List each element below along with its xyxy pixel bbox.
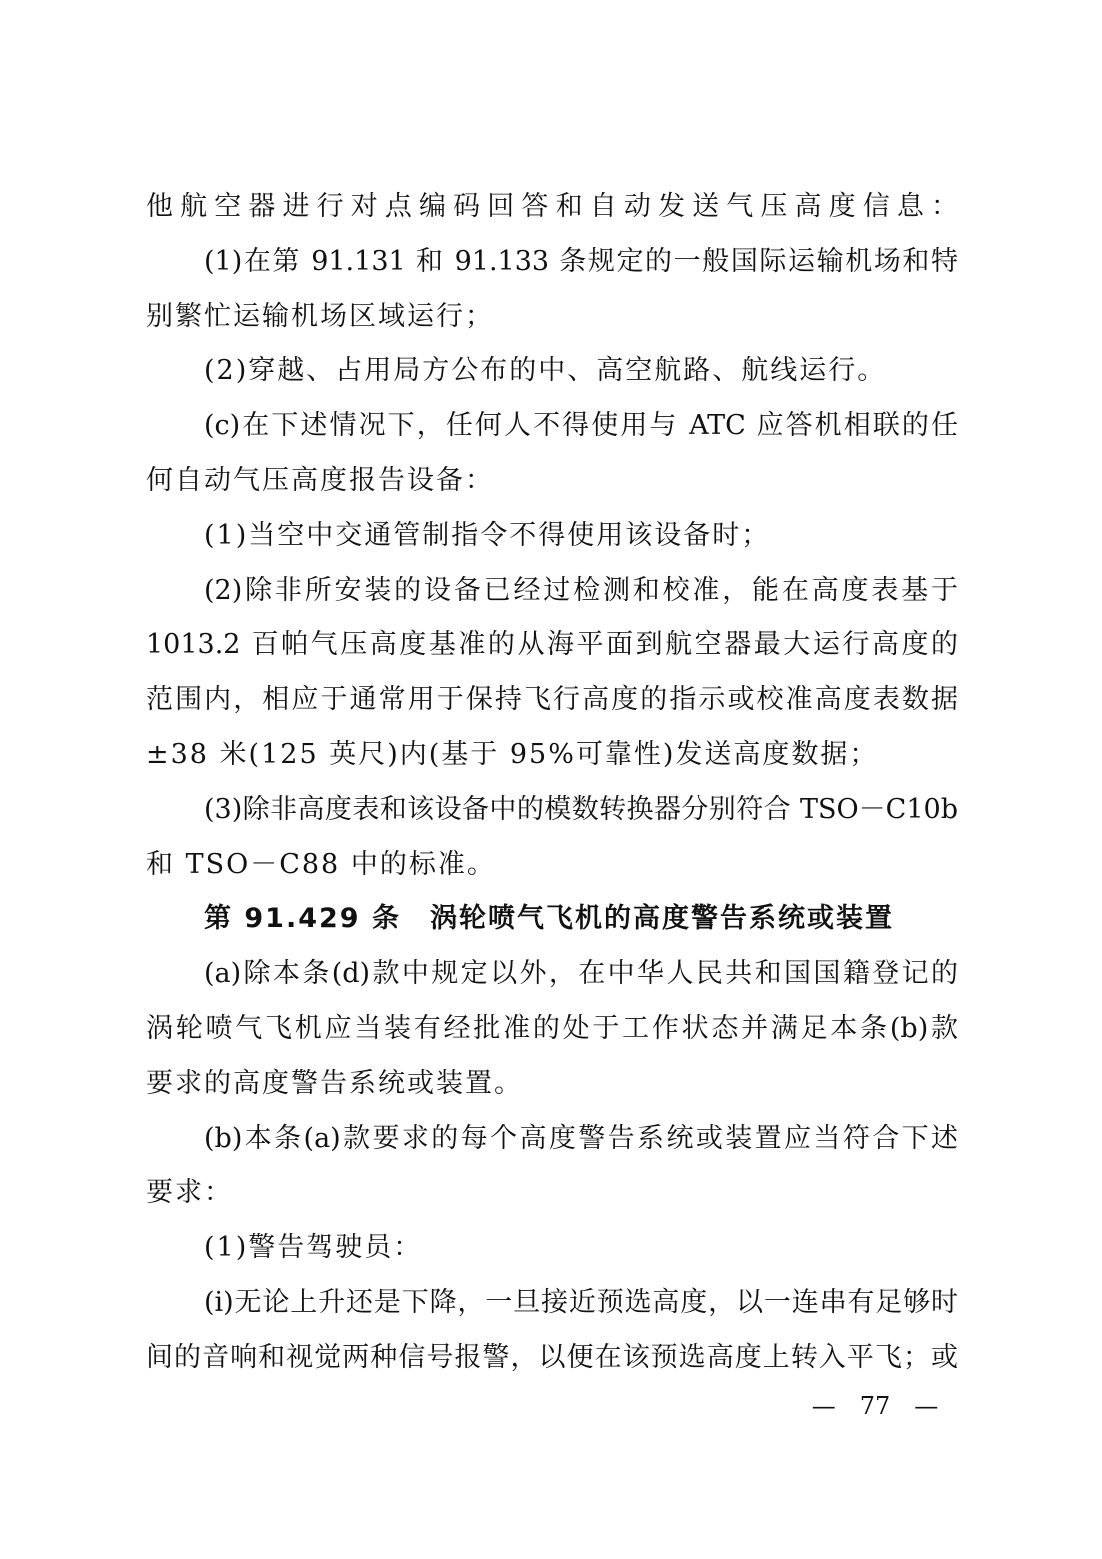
text-line: 要求的高度警告系统或装置。 [146,1067,523,1099]
page-number: — 77 — [811,1392,939,1420]
text-line: 范围内，相应于通常用于保持飞行高度的指示或校准高度表数据 [146,684,958,716]
text-line: (b)本条(a)款要求的每个高度警告系统或装置应当符合下述 [204,1122,958,1154]
text-line: ±38 米(125 英尺)内(基于 95%可靠性)发送高度数据； [146,738,879,770]
section-heading: 第 91.429 条 涡轮喷气飞机的高度警告系统或装置 [204,903,894,935]
text-line: (a)除本条(d)款中规定以外，在中华人民共和国国籍登记的 [204,958,958,990]
text-line: 要求： [146,1177,233,1209]
document-body [146,180,958,1386]
text-line: (2)除非所安装的设备已经过检测和校准，能在高度表基于 [204,574,958,606]
text-line: (2)穿越、占用局方公布的中、高空航路、航线运行。 [204,355,887,387]
text-line: (3)除非高度表和该设备中的模数转换器分别符合 TSO－C10b [204,793,958,825]
text-line: 涡轮喷气飞机应当装有经批准的处于工作状态并满足本条(b)款 [146,1012,958,1044]
text-line: (1)警告驾驶员： [204,1232,423,1264]
text-line: (1)当空中交通管制指令不得使用该设备时； [204,519,771,551]
text-line: 1013.2 百帕气压高度基准的从海平面到航空器最大运行高度的 [146,629,958,661]
text-line: (1)在第 91.131 和 91.133 条规定的一般国际运输机场和特 [204,245,958,277]
text-line: 他航空器进行对点编码回答和自动发送气压高度信息： [146,191,958,222]
text-line: (c)在下述情况下，任何人不得使用与 ATC 应答机相联的任 [204,410,958,442]
text-line: (i)无论上升还是下降，一旦接近预选高度，以一连串有足够时 [204,1286,958,1318]
text-line: 何自动气压高度报告设备： [146,464,494,496]
text-line: 别繁忙运输机场区域运行； [146,300,494,332]
text-line: 和 TSO－C88 中的标准。 [146,848,496,880]
text-line: 间的音响和视觉两种信号报警，以便在该预选高度上转入平飞；或 [146,1341,958,1373]
